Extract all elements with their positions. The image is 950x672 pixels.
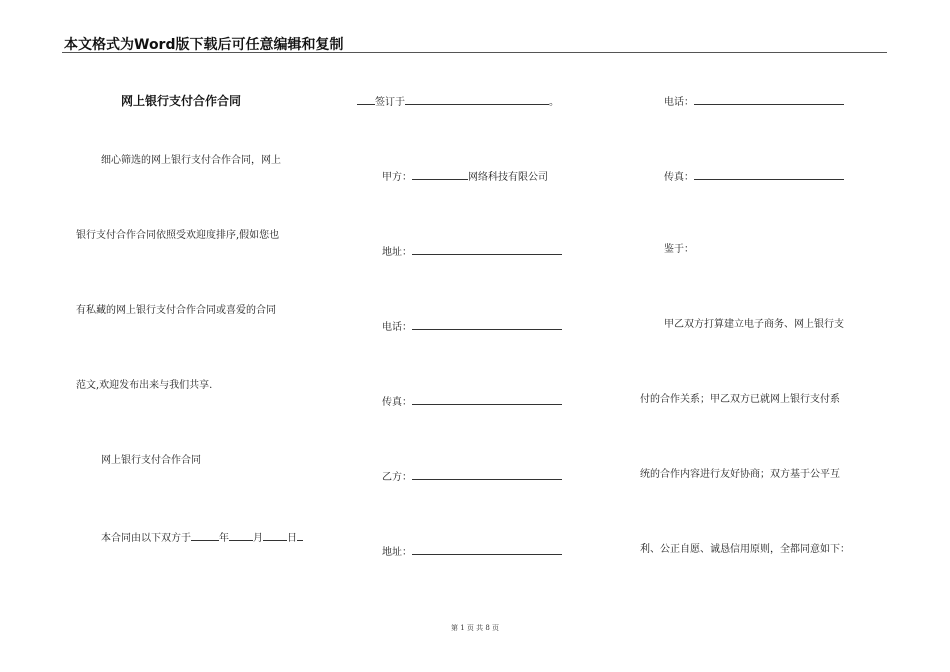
recital-line-3: 统的合作内容进行友好协商；双方基于公平互 xyxy=(640,469,840,480)
party-a-blank xyxy=(412,169,468,180)
date-prefix: 本合同由以下双方于 xyxy=(101,533,191,544)
intro-line-4: 范文,欢迎发布出来与我们共享. xyxy=(76,380,213,391)
party-b-address-label: 地址： xyxy=(382,547,412,558)
party-a-suffix: 网络科技有限公司 xyxy=(468,172,548,183)
party-b-phone-blank xyxy=(694,94,844,105)
year-label: 年 xyxy=(219,533,229,544)
intro-line-2: 银行支付合作合同依照受欢迎度排序,假如您也 xyxy=(76,230,280,241)
party-b-line xyxy=(382,469,562,484)
intro-line-1: 细心筛选的网上银行支付合作合同，网上 xyxy=(101,155,281,166)
recital-line-2: 付的合作关系；甲乙双方已就网上银行支付系 xyxy=(640,394,840,405)
party-a-phone-blank xyxy=(412,319,562,330)
contract-subtitle: 网上银行支付合作合同 xyxy=(101,455,201,466)
year-blank xyxy=(191,530,219,541)
header-divider xyxy=(62,52,887,53)
party-a-fax-blank xyxy=(412,394,562,405)
party-b-phone-label: 电话： xyxy=(664,97,694,108)
document-title: 网上银行支付合作合同 xyxy=(121,94,242,108)
party-b-blank xyxy=(412,469,562,480)
signed-at-line xyxy=(357,94,559,109)
party-a-fax-line xyxy=(382,394,562,409)
signed-place-blank xyxy=(405,94,549,105)
day-blank xyxy=(263,530,287,541)
party-a-address-blank xyxy=(412,244,562,255)
signed-prefix-blank xyxy=(357,94,375,105)
party-a-address-line xyxy=(382,244,562,259)
month-label: 月 xyxy=(253,533,263,544)
party-a-fax-label: 传真： xyxy=(382,397,412,408)
day-label: 日 xyxy=(287,533,297,544)
party-a-phone-line xyxy=(382,319,562,334)
party-b-phone-line xyxy=(664,94,844,109)
party-b-fax-blank xyxy=(694,169,844,180)
party-b-address-line xyxy=(382,544,562,559)
party-b-address-blank xyxy=(412,544,562,555)
month-blank xyxy=(229,530,253,541)
party-a-phone-label: 电话： xyxy=(382,322,412,333)
signed-at-label: 签订于 xyxy=(375,97,405,108)
signed-at-end: 。 xyxy=(549,97,559,108)
recital-line-4: 利、公正自愿、诚恳信用原则，全都同意如下： xyxy=(640,544,850,555)
contract-date-line xyxy=(101,530,303,545)
intro-line-3: 有私藏的网上银行支付合作合同或喜爱的合同 xyxy=(76,305,276,316)
party-b-fax-line xyxy=(664,169,844,184)
party-a-line xyxy=(382,169,548,184)
party-b-fax-label: 传真： xyxy=(664,172,694,183)
page-number: 第 1 页 共 8 页 xyxy=(450,624,500,632)
party-a-address-label: 地址： xyxy=(382,247,412,258)
recital-line-1: 甲乙双方打算建立电子商务、网上银行支 xyxy=(664,319,844,330)
party-a-label: 甲方： xyxy=(382,172,412,183)
date-tail-blank xyxy=(297,530,303,541)
whereas-label: 鉴于： xyxy=(664,244,694,255)
header-title: 本文格式为Word版下载后可任意编辑和复制 xyxy=(64,37,344,53)
party-b-label: 乙方： xyxy=(382,472,412,483)
